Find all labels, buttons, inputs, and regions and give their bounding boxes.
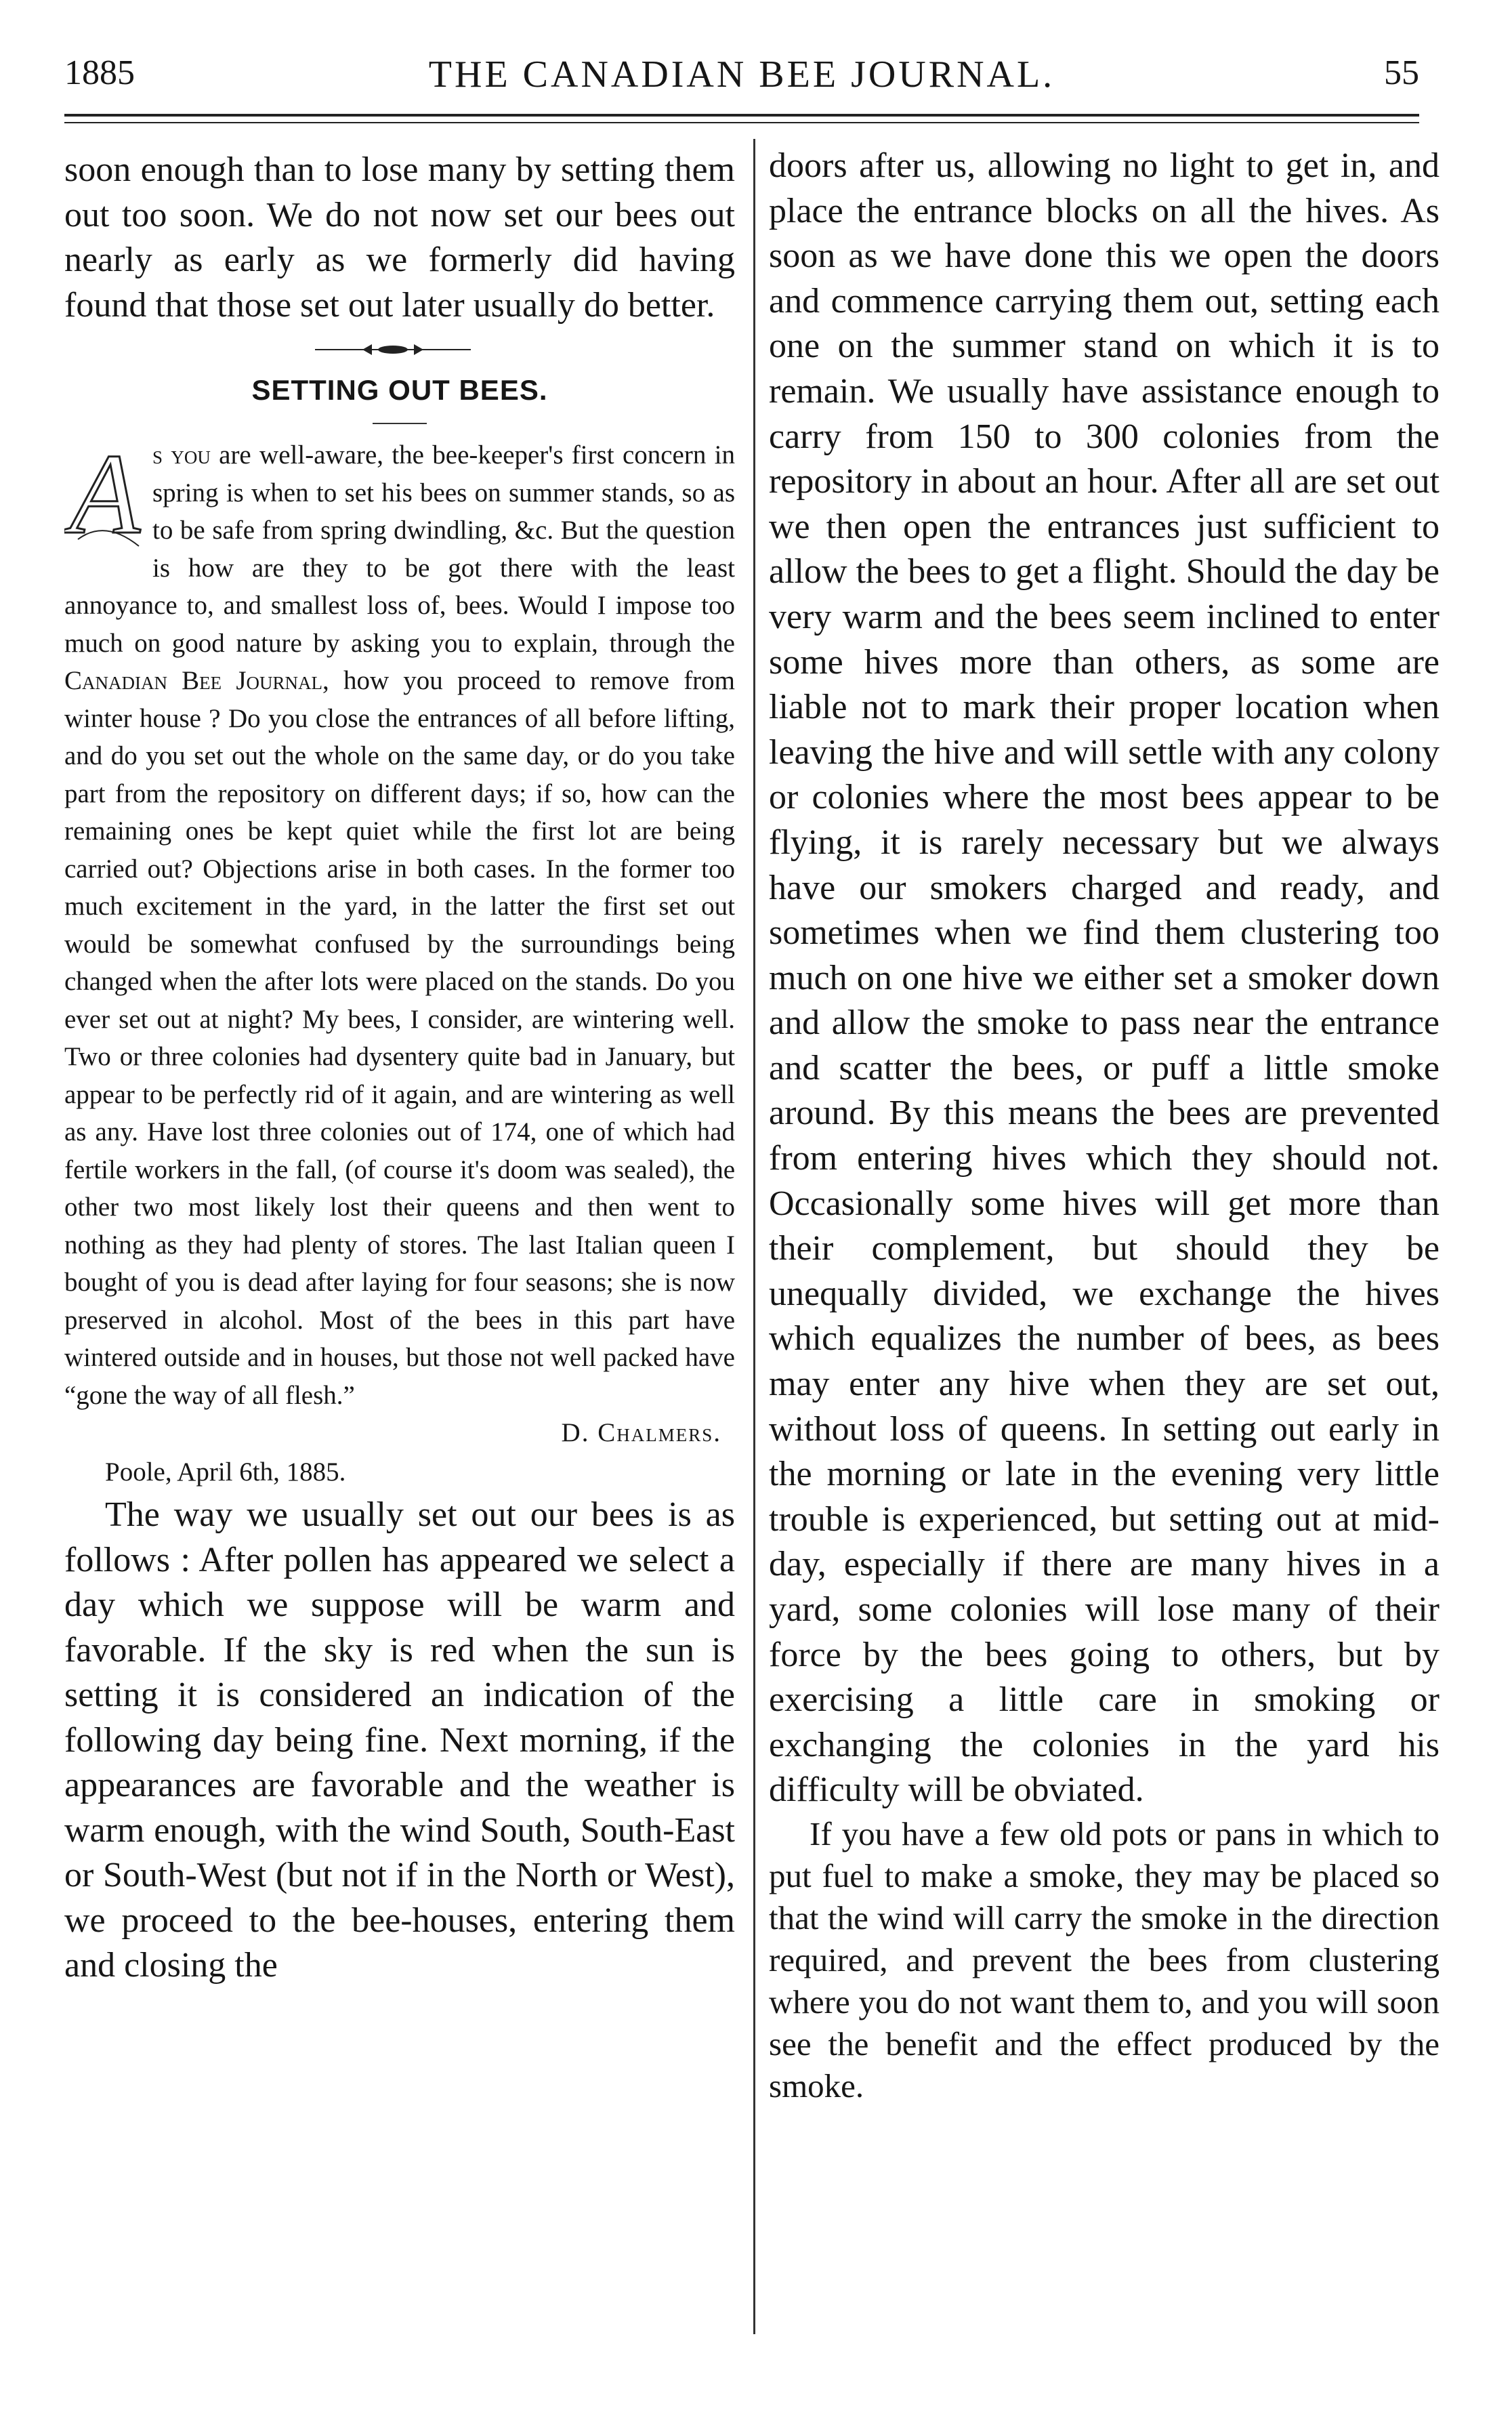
letter-body-part2: , how you proceed to remove from winter house ? Do you close the entrances of all before lifting, and do you set out the whole on the same day, or do you take part from the repository on different days; if so, how can the remaining ones be kept quiet while the first lot are being carried out? Objections arise in both cases. In the former too much excitement in the yard, in the latter the first set out would be somewhat confused by the surroundings being changed when the after lots were placed on the stands. Do you ever set out at night? My bees, I consider, are wintering well. Two or three colonies had dysentery quite bad in January, but appear to be perfectly rid of it again, and are wintering as well as any. Have lost three colonies out of 174, one of which had fertile workers in the fall, (of course it's doom was sealed), the other two most likely lost their queens and then went to nothing as they had plenty of stores. The last Italian queen I bought of you is dead after laying for four seasons; she is now preserved in alcohol. Most of the bees in this part have wintered outside and in houses, but those not well packed have “gone the way of all flesh.”	[64, 666, 736, 1410]
column-divider	[753, 139, 755, 2334]
continued-paragraph: soon enough than to lose many by setting them out too soon. We do not now set our bees out nearly as early as we formerly did having found that those set out later usually do better.	[64, 150, 735, 325]
title-underline	[373, 423, 427, 424]
header-year: 1885	[64, 54, 135, 92]
left-column	[64, 148, 735, 1989]
reply-start: The way we usually set out our bees is as follows : After pollen has appeared we select a day which we suppose will be warm and favorable. If the sky is red when the sun is setting it is considered an indication of the following day being fine. Next morning, if the appearances are favorable and the weather is warm enough, with the wind South, South-East or South-West (but not if in the North or West), we proceed to the bee-houses, entering them and closing the	[64, 1495, 735, 1985]
section-title: SETTING OUT BEES.	[251, 374, 548, 406]
page-header	[64, 53, 1419, 114]
right-column	[769, 144, 1440, 2107]
header-rule-thin	[64, 122, 1419, 123]
dropcap-a-icon	[64, 438, 144, 553]
page-number: 55	[1384, 54, 1419, 92]
ornament-icon	[315, 341, 471, 358]
letter-signature: D. Chalmers.	[561, 1418, 721, 1447]
letter-opening: s you	[152, 440, 211, 470]
header-rule-thick	[64, 114, 1419, 117]
ornament-divider	[64, 328, 735, 370]
letter-dateline: Poole, April 6th, 1885.	[105, 1457, 346, 1487]
reader-letter	[64, 436, 735, 1493]
reply-final-paragraph: If you have a few old pots or pans in which to put fuel to make a smoke, they may be placed so that the wind will carry the smoke in the direction required, and prevent the bees from clustering where you do not want them to, and you will soon see the benefit and the effect produced by the smoke.	[769, 1814, 1440, 2104]
journal-name-reference: Canadian Bee Journal	[64, 666, 323, 695]
reply-continued: doors after us, allowing no light to get in, and place the entrance blocks on all the hives. As soon as we have done this we open the doors and commence carrying them out, setting each one on the summer stand on which it is to remain. We usually have assistance enough to carry from 150 to 300 colonies from the repository in about an hour. After all are set out we then open the entrances just sufficient to allow the bees to get a flight. Should the day be very warm and the bees seem inclined to enter some hives more than others, as some are liable not to mark their proper location when leaving the hive and will settle with any colony or colonies where the most bees appear to be flying, it is rarely necessary but we always have our smokers charged and ready, and sometimes when we find them clustering too much on one hive we either set a smoker down and allow the smoke to pass near the entrance and scatter the bees, or puff a little smoke around. By this means the bees are prevented from entering hives which they should not. Occasionally some hives will get more than their complement, but should they be unequally divided, we exchange the hives which equalizes the number of bees, as bees may enter any hive when they are set out, without loss of queens. In setting out early in the morning or late in the evening very little trouble is experienced, but setting out at mid-day, especially if there are many hives in a yard, some colonies will lose many of their force by the bees going to others, but by exercising a little care in smoking or exchanging the colonies in the yard his difficulty will be obviated.	[769, 146, 1440, 1810]
letter-body-part1: are well-aware, the bee-keeper's first concern in spring is when to set his bees on summer stands, so as to be safe from spring dwindling, &c. But the question is how are they to be got there with the least annoyance to, and smallest loss of, bees. Would I impose too much on good nature by asking you to explain, through the	[64, 440, 735, 658]
svg-text:A: A	[70, 438, 140, 553]
journal-title: THE CANADIAN BEE JOURNAL.	[428, 54, 1055, 96]
